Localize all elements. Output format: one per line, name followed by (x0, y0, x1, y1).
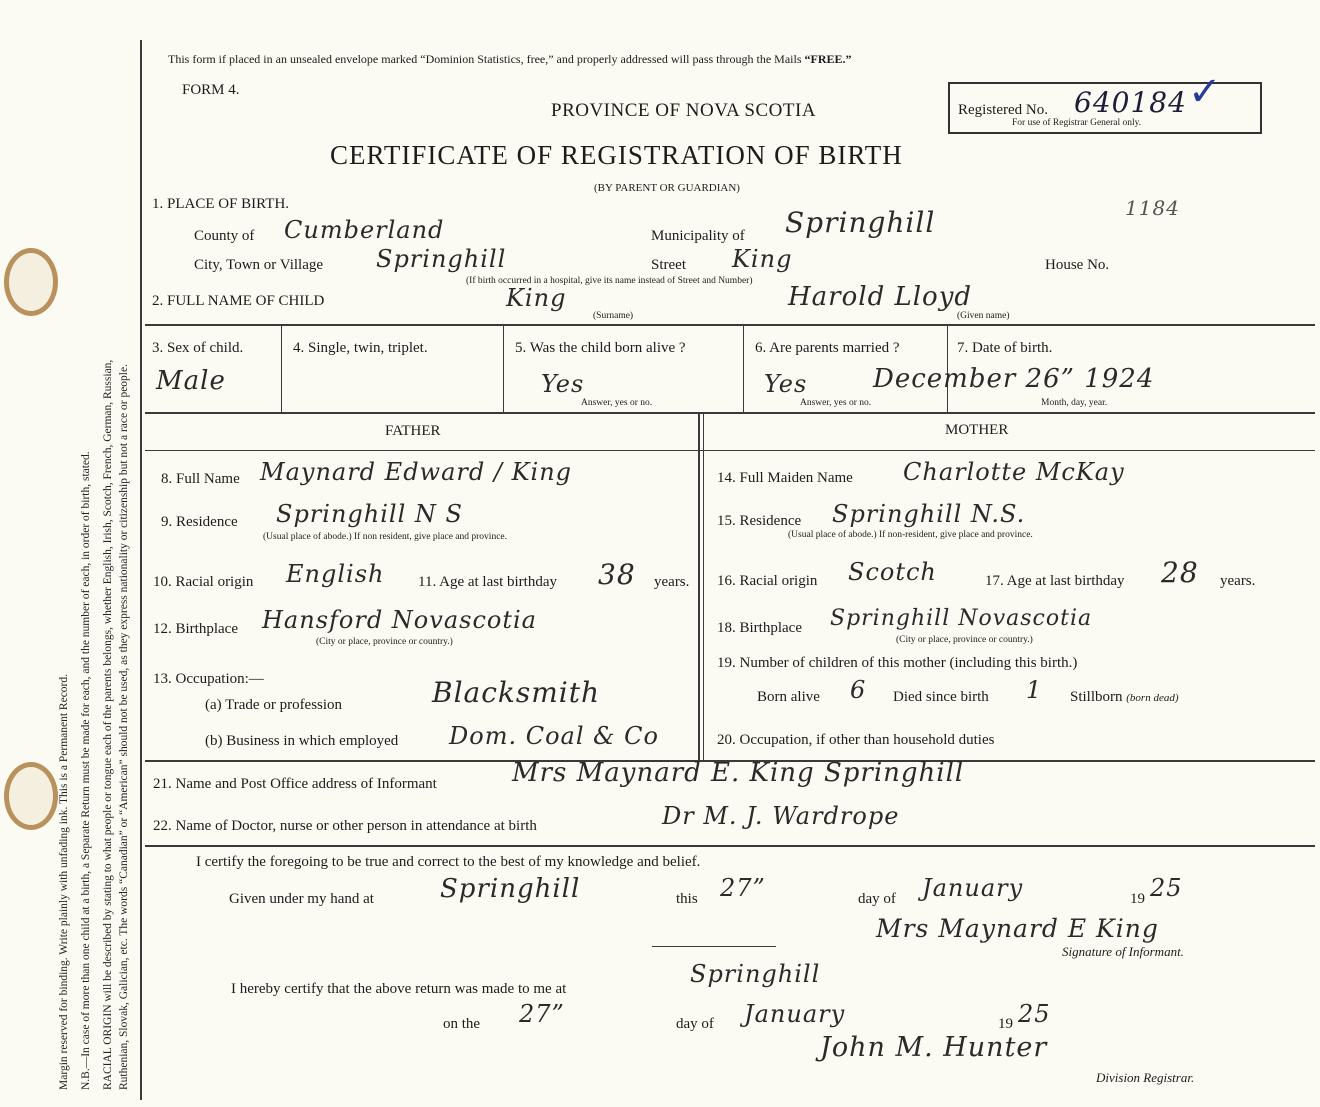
father-name-value: Maynard Edward / King (260, 458, 573, 486)
registered-box (948, 69, 1262, 134)
margin-note-3: RACIAL ORIGIN will be described by stating to what people or tongue each of the parents belongs, whether English, Irish, Scotch, French, German, Russian, (102, 359, 114, 1090)
father-name-label: 8. Full Name (161, 471, 240, 487)
province-heading: PROVINCE OF NOVA SCOTIA (551, 100, 817, 121)
father-residence-caption: (Usual place of abode.) If non resident, give place and province. (263, 532, 507, 542)
dob-caption: Month, day, year. (1041, 398, 1108, 408)
registrar-month: January (744, 1000, 846, 1028)
informant-signature: Mrs Maynard E King (876, 914, 1159, 943)
born-alive-label: Born alive (757, 689, 820, 705)
father-business-value: Dom. Coal & Co (449, 722, 659, 750)
mother-name-label: 14. Full Maiden Name (717, 470, 853, 486)
surname-caption: (Surname) (593, 311, 634, 321)
registered-value: 640184 (1074, 86, 1187, 119)
county-value: Cumberland (284, 216, 445, 244)
father-birthplace-value: Hansford Novascotia (262, 606, 537, 634)
alive-label: 5. Was the child born alive ? (515, 340, 686, 356)
dob-value: December 26” 1924 (873, 364, 1155, 394)
mother-birthplace-value: Springhill Novascotia (830, 606, 1093, 631)
mother-name-value: Charlotte McKay (903, 458, 1125, 486)
mail-note (168, 52, 852, 67)
married-caption: Answer, yes or no. (800, 398, 872, 408)
registrar-dayof-label: day of (676, 1016, 714, 1032)
registrar-signature: John M. Hunter (820, 1032, 1048, 1063)
city-label: City, Town or Village (194, 257, 324, 273)
county-label: County of (194, 228, 255, 244)
child-surname: King (506, 284, 567, 312)
stillborn-label (1070, 689, 1179, 706)
registrar-statement: I hereby certify that the above return was made to me at (231, 981, 567, 997)
child-given-name: Harold Lloyd (788, 282, 973, 312)
given-place: Springhill (440, 874, 581, 904)
informant-value: Mrs Maynard E. King Springhill (512, 758, 965, 788)
father-heading: FATHER (385, 423, 441, 439)
informant-label: 21. Name and Post Office address of Informant (153, 776, 437, 792)
margin-note-1: Margin reserved for binding. Write plainly with unfading ink. This is a Permanent Record. (58, 673, 70, 1090)
father-business-label: (b) Business in which employed (205, 733, 399, 749)
city-value: Springhill (376, 245, 507, 273)
divider (145, 324, 1315, 326)
stillborn-caption: (born dead) (1126, 692, 1179, 704)
divider (652, 946, 776, 947)
father-residence-label: 9. Residence (161, 514, 238, 530)
married-label: 6. Are parents married ? (755, 340, 900, 356)
this-label: this (676, 891, 698, 907)
father-trade-label: (a) Trade or profession (205, 697, 343, 713)
registrar-place: Springhill (690, 960, 821, 988)
divider (145, 450, 1315, 451)
father-race-label: 10. Racial origin (153, 574, 254, 590)
form-number: FORM 4. (182, 82, 240, 98)
municipality-value: Springhill (785, 206, 936, 239)
registrar-note: For use of Registrar General only. (1012, 118, 1142, 128)
alive-caption: Answer, yes or no. (581, 398, 653, 408)
father-birthplace-label: 12. Birthplace (153, 621, 238, 637)
father-race-value: English (286, 560, 385, 588)
died-value: 1 (1026, 676, 1043, 704)
registrar-signature-caption: Division Registrar. (1096, 1070, 1195, 1085)
father-age-value: 38 (598, 558, 636, 591)
mother-race-label: 16. Racial origin (717, 573, 818, 589)
mother-birthplace-caption: (City or place, province or country.) (896, 635, 1033, 645)
mother-occupation-label: 20. Occupation, if other than household duties (717, 732, 995, 748)
divider (503, 326, 504, 412)
father-trade-value: Blacksmith (432, 676, 601, 709)
children-count-label: 19. Number of children of this mother (including this birth.) (717, 655, 1078, 671)
divider (145, 845, 1315, 847)
registrar-day: 27” (519, 1000, 565, 1028)
column-divider (703, 414, 704, 760)
mother-age-label: 17. Age at last birthday (985, 573, 1125, 589)
informant-signature-caption: Signature of Informant. (1062, 944, 1184, 959)
alive-value: Yes (541, 370, 585, 398)
margin-note-4: Ruthenian, Slovak, Galician, etc. The words “Canadian” or “American” should not be used, as they express nationality or citizenship but not a race or people. (118, 364, 130, 1090)
father-occupation-label: 13. Occupation:— (153, 671, 264, 687)
given-month: January (922, 874, 1024, 902)
plurality-label: 4. Single, twin, triplet. (293, 340, 428, 356)
given-label: Given under my hand at (229, 891, 374, 907)
hospital-note: (If birth occurred in a hospital, give its name instead of Street and Number) (466, 276, 753, 286)
child-name-label: 2. FULL NAME OF CHILD (152, 293, 325, 309)
corner-number: 1184 (1125, 196, 1180, 220)
mother-age-value: 28 (1161, 556, 1199, 589)
sex-label: 3. Sex of child. (152, 340, 244, 356)
binding-hole-top (4, 248, 58, 316)
divider (743, 326, 744, 412)
registrar-year-prefix: 19 (998, 1016, 1013, 1032)
binding-margin (0, 0, 140, 1107)
mother-heading: MOTHER (945, 422, 1009, 438)
doctor-value: Dr M. J. Wardrope (662, 802, 900, 830)
mail-free: “FREE.” (804, 52, 852, 66)
municipality-label: Municipality of (651, 228, 745, 244)
registrar-year: 25 (1018, 1000, 1051, 1028)
doctor-label: 22. Name of Doctor, nurse or other person in attendance at birth (153, 818, 537, 834)
married-value: Yes (764, 370, 808, 398)
street-value: King (732, 245, 793, 273)
mother-years: years. (1220, 573, 1256, 589)
given-caption: (Given name) (957, 311, 1010, 321)
margin-note-2: N.B.—In case of more than one child at a birth, a Separate Return must be made for each, and the number of each, in order of birth, stated. (80, 451, 92, 1090)
binding-hole-bottom (4, 762, 58, 830)
mother-birthplace-label: 18. Birthplace (717, 620, 802, 636)
dayof-label: day of (858, 891, 896, 907)
column-divider (698, 414, 700, 760)
page-title: CERTIFICATE OF REGISTRATION OF BIRTH (330, 140, 903, 170)
margin-rule (140, 40, 142, 1100)
registered-label: Registered No. (958, 102, 1048, 118)
house-label: House No. (1045, 257, 1110, 273)
year-prefix: 19 (1130, 891, 1145, 907)
father-age-label: 11. Age at last birthday (418, 574, 557, 590)
sex-value: Male (156, 366, 226, 396)
stillborn-text: Stillborn (1070, 689, 1123, 705)
mother-residence-value: Springhill N.S. (832, 500, 1026, 528)
mother-residence-caption: (Usual place of abode.) If non-resident, give place and province. (788, 530, 1033, 540)
dob-label: 7. Date of birth. (957, 340, 1053, 356)
died-label: Died since birth (893, 689, 989, 705)
given-year: 25 (1150, 874, 1183, 902)
street-label: Street (651, 257, 686, 273)
place-label: 1. PLACE OF BIRTH. (152, 196, 290, 212)
father-birthplace-caption: (City or place, province or country.) (316, 637, 453, 647)
mother-race-value: Scotch (848, 558, 937, 586)
check-mark-icon: ✓ (1188, 69, 1222, 114)
father-years: years. (654, 574, 690, 590)
divider (145, 412, 1315, 414)
on-label: on the (443, 1016, 481, 1032)
certify-statement: I certify the foregoing to be true and correct to the best of my knowledge and belief. (196, 854, 701, 870)
page-subtitle: (BY PARENT OR GUARDIAN) (594, 182, 740, 194)
given-day: 27” (720, 874, 766, 902)
mail-note-text: This form if placed in an unsealed envelope marked “Dominion Statistics, free,” and properly addressed will pass through the Mails (168, 52, 802, 66)
born-alive-value: 6 (850, 676, 867, 704)
father-residence-value: Springhill N S (276, 500, 463, 528)
mother-residence-label: 15. Residence (717, 513, 802, 529)
divider (281, 326, 282, 412)
